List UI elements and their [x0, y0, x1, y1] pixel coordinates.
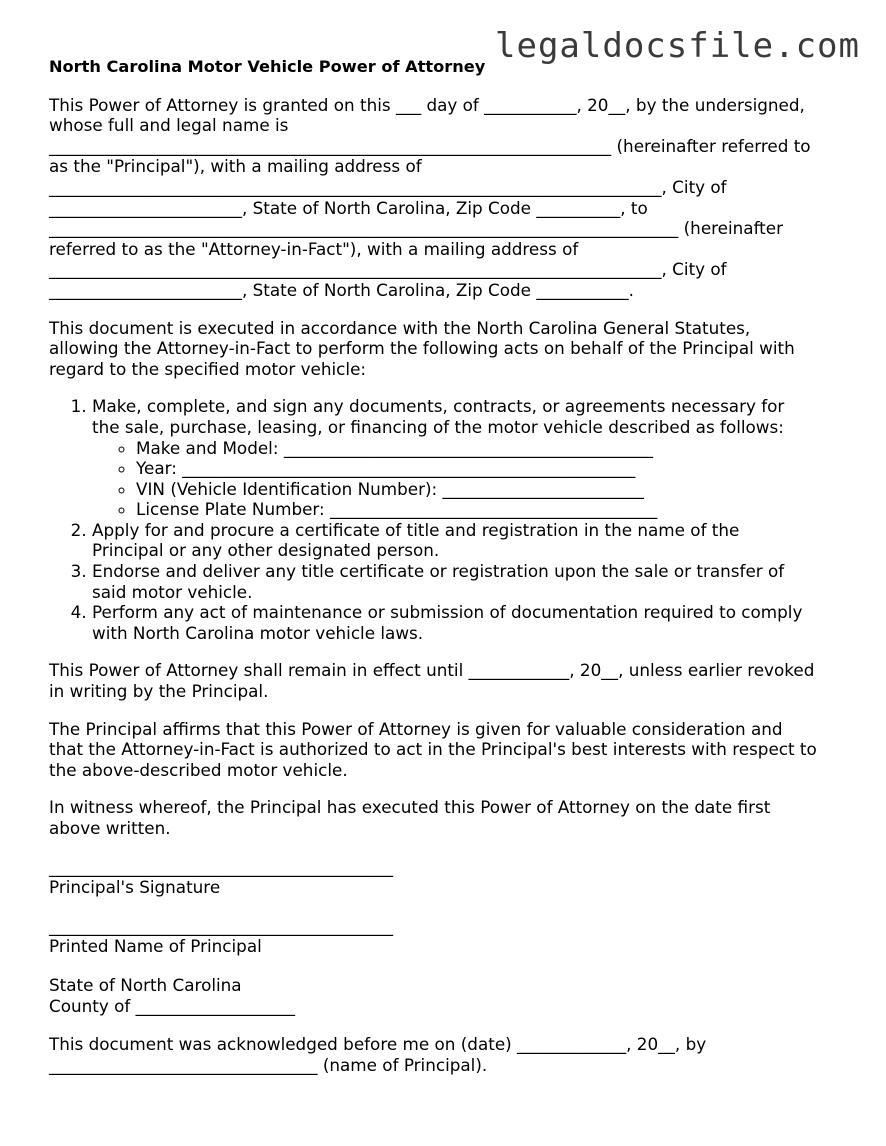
attorney-name-field[interactable]: ___________________________________________________________________________ (hereinafter — [49, 218, 783, 239]
printed-name-label: Printed Name of Principal — [49, 936, 262, 957]
witness-line: above written. — [49, 818, 171, 838]
act-text-line: 4. Perform any act of maintenance or submission of documentation required to comply — [92, 602, 803, 623]
affirm-line: that the Attorney-in-Fact is authorized to act in the Principal's best interests with respect to — [49, 739, 817, 760]
statute-paragraph — [49, 318, 849, 380]
affirm-paragraph — [49, 719, 849, 781]
statute-line: This document is executed in accordance with the North Carolina General Statutes, — [49, 317, 751, 338]
principal-city-zip-field[interactable]: _______________________, State of North Carolina, Zip Code __________, to — [49, 197, 648, 218]
statute-line: regard to the specified motor vehicle: — [49, 358, 367, 379]
act-text-line: 2. Apply for and procure a certificate of title and registration in the name of the — [92, 519, 740, 540]
intro-line: whose full and legal name is — [49, 115, 289, 136]
act-item — [92, 561, 849, 602]
state-label: State of North Carolina — [49, 974, 242, 995]
intro-line: This Power of Attorney is granted on this ___ day of ___________, 20__, by the undersigned, — [49, 94, 805, 115]
intro-paragraph — [49, 95, 849, 301]
statute-line: allowing the Attorney-in-Fact to perform the following acts on behalf of the Principal with — [49, 338, 795, 359]
act-text-line: said motor vehicle. — [92, 581, 253, 602]
signature-line[interactable]: _________________________________________ — [49, 856, 394, 877]
witness-line: In witness whereof, the Principal has executed this Power of Attorney on the date first — [49, 797, 771, 818]
attorney-address-field[interactable]: _________________________________________________________________________, City of — [49, 259, 727, 280]
signature-label: Principal's Signature — [49, 877, 221, 898]
act-text-line: with North Carolina motor vehicle laws. — [92, 622, 424, 643]
intro-line: referred to as the "Attorney-in-Fact"), with a mailing address of — [49, 238, 579, 259]
effect-line: in writing by the Principal. — [49, 681, 269, 702]
county-field[interactable]: County of ___________________ — [49, 995, 296, 1016]
witness-paragraph — [49, 797, 849, 838]
affirm-line: The Principal affirms that this Power of Attorney is given for valuable consideration and — [49, 718, 783, 739]
signature-block — [49, 857, 849, 1076]
effect-paragraph — [49, 660, 849, 701]
principal-address-field[interactable]: _________________________________________________________________________, City of — [49, 176, 727, 197]
act-text-line: the sale, purchase, leasing, or financing of the motor vehicle described as follows: — [92, 416, 784, 437]
effect-line[interactable]: This Power of Attorney shall remain in effect until ____________, 20__, unless earlier revoked — [49, 660, 815, 681]
principal-name-field[interactable]: ___________________________________________________________________ (hereinafter referred to — [49, 135, 811, 156]
acts-list — [49, 396, 849, 643]
act-item — [92, 520, 849, 561]
intro-line: as the "Principal"), with a mailing address of — [49, 156, 422, 177]
act-item — [92, 396, 849, 520]
document-title: North Carolina Motor Vehicle Power of Attorney — [49, 57, 486, 76]
printed-name-line[interactable]: _________________________________________ — [49, 915, 394, 936]
year-field[interactable]: ◦ Year: ______________________________________________________ — [136, 458, 849, 479]
acknowledgment-line[interactable]: This document was acknowledged before me on (date) _____________, 20__, by — [49, 1034, 707, 1055]
vin-field[interactable]: ◦ VIN (Vehicle Identification Number): ________________________ — [136, 479, 849, 500]
affirm-line: the above-described motor vehicle. — [49, 759, 348, 780]
act-text-line: Principal or any other designated person. — [92, 540, 440, 561]
acknowledgment-line[interactable]: ________________________________ (name of Principal). — [49, 1054, 488, 1075]
act-text-line: 3. Endorse and deliver any title certificate or registration upon the sale or transfer of — [92, 561, 785, 582]
document-body — [49, 57, 849, 1075]
attorney-city-zip-field[interactable]: _______________________, State of North Carolina, Zip Code ___________. — [49, 279, 634, 300]
act-text-line: 1. Make, complete, and sign any documents, contracts, or agreements necessary for — [92, 396, 785, 417]
license-plate-field[interactable]: ◦ License Plate Number: _______________________________________ — [136, 499, 849, 520]
watermark: legaldocsfile.com — [495, 26, 860, 66]
vehicle-details-list — [92, 438, 849, 520]
act-item — [92, 602, 849, 643]
make-model-field[interactable]: ◦ Make and Model: ____________________________________________ — [136, 438, 849, 459]
